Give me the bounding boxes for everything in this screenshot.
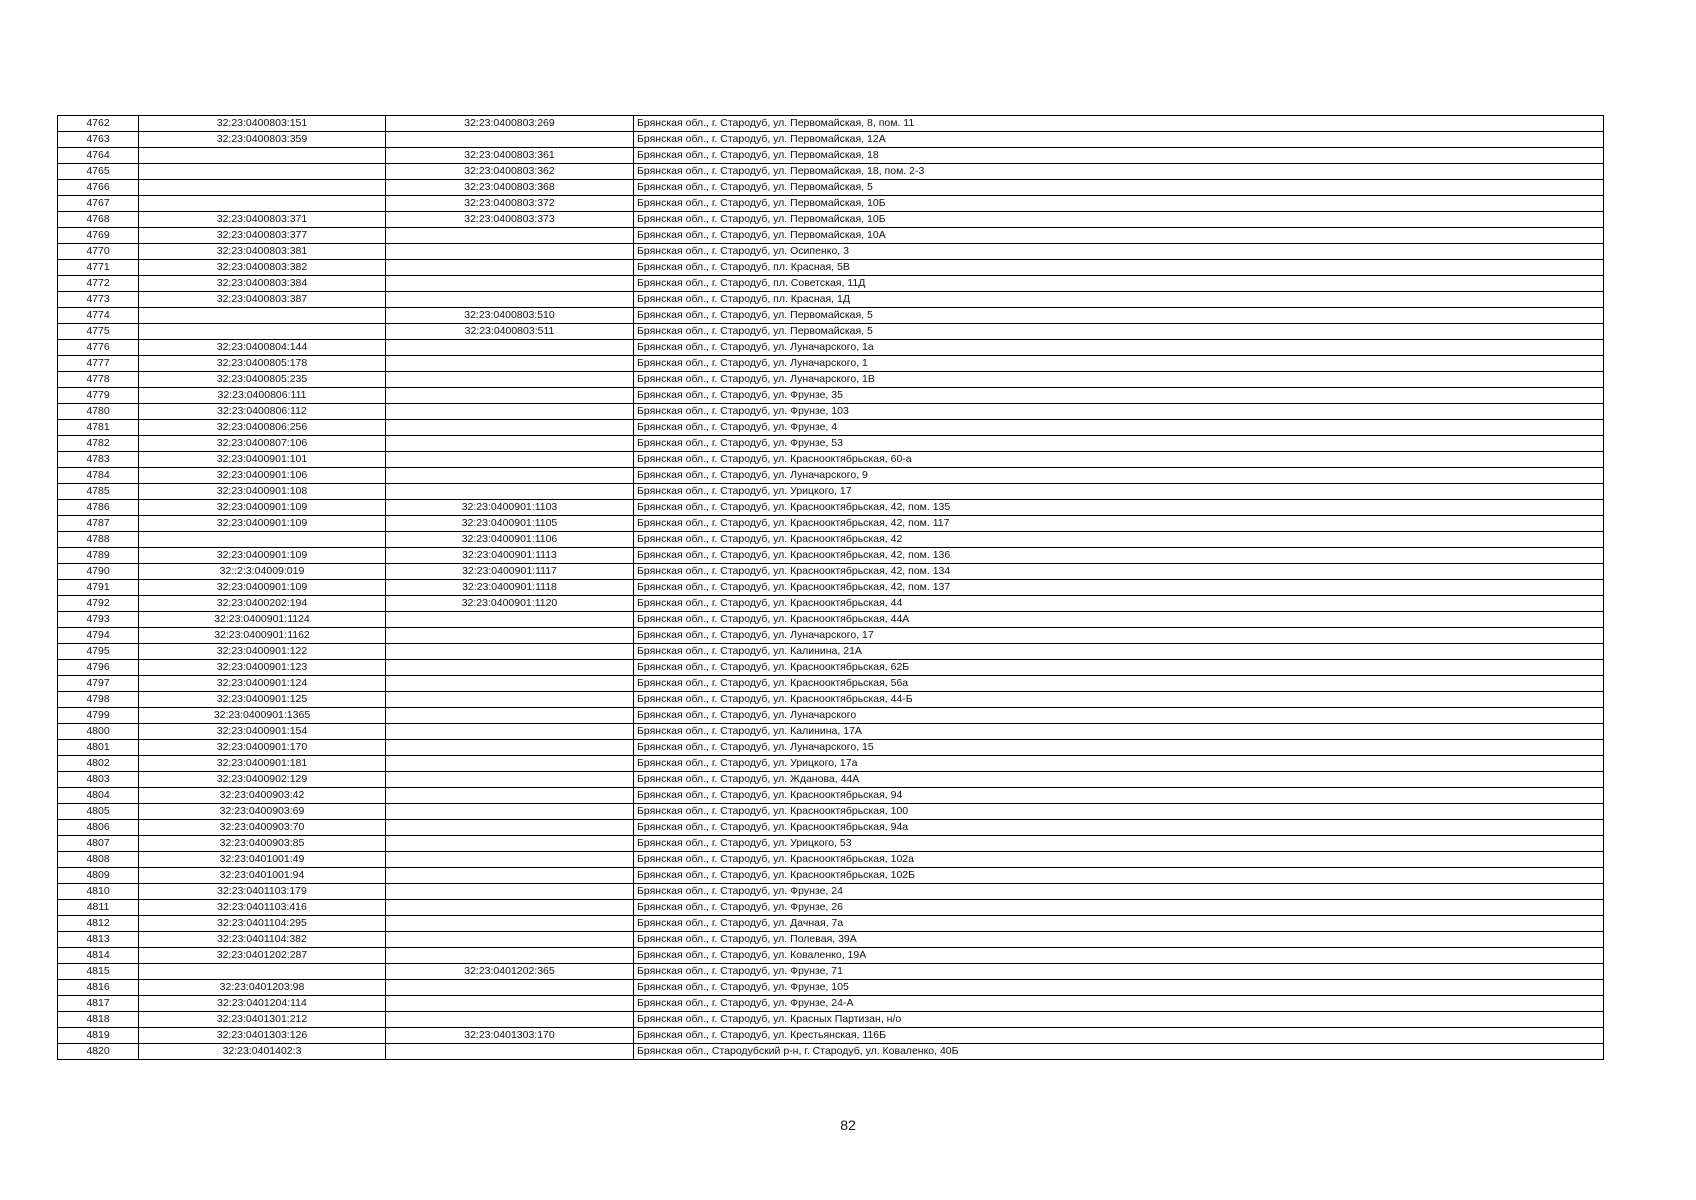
table-row <box>58 596 1604 612</box>
table-row <box>58 372 1604 388</box>
address-cell: Брянская обл., г. Стародуб, ул. Краснооктябрьская, 42, пом. 137 <box>634 580 1604 596</box>
table-row <box>58 772 1604 788</box>
cadastral-number-cell: 32:23:0400903:42 <box>139 788 386 804</box>
table-row <box>58 708 1604 724</box>
sub-cadastral-number-cell: 32:23:0400803:511 <box>386 324 634 340</box>
address-cell: Брянская обл., г. Стародуб, ул. Урицкого, 17 <box>634 484 1604 500</box>
row-number-cell: 4776 <box>58 340 139 356</box>
cadastral-number-cell: 32:23:0400803:382 <box>139 260 386 276</box>
table-row <box>58 420 1604 436</box>
row-number-cell: 4772 <box>58 276 139 292</box>
row-number-cell: 4779 <box>58 388 139 404</box>
sub-cadastral-number-cell: 32:23:0400901:1106 <box>386 532 634 548</box>
table-row <box>58 164 1604 180</box>
table-row <box>58 324 1604 340</box>
sub-cadastral-number-cell <box>386 788 634 804</box>
sub-cadastral-number-cell: 32:23:0400901:1120 <box>386 596 634 612</box>
sub-cadastral-number-cell <box>386 404 634 420</box>
table-row <box>58 228 1604 244</box>
sub-cadastral-number-cell <box>386 276 634 292</box>
row-number-cell: 4763 <box>58 132 139 148</box>
sub-cadastral-number-cell <box>386 372 634 388</box>
address-cell: Брянская обл., г. Стародуб, ул. Краснооктябрьская, 44-Б <box>634 692 1604 708</box>
sub-cadastral-number-cell: 32:23:0400901:1118 <box>386 580 634 596</box>
sub-cadastral-number-cell <box>386 612 634 628</box>
cadastral-number-cell: 32:23:0401301:212 <box>139 1012 386 1028</box>
row-number-cell: 4781 <box>58 420 139 436</box>
row-number-cell: 4773 <box>58 292 139 308</box>
table-row <box>58 356 1604 372</box>
address-cell: Брянская обл., г. Стародуб, ул. Первомайская, 10Б <box>634 212 1604 228</box>
sub-cadastral-number-cell: 32:23:0400803:362 <box>386 164 634 180</box>
row-number-cell: 4777 <box>58 356 139 372</box>
address-cell: Брянская обл., г. Стародуб, ул. Краснооктябрьская, 102а <box>634 852 1604 868</box>
sub-cadastral-number-cell <box>386 932 634 948</box>
table-row <box>58 1012 1604 1028</box>
table-row <box>58 932 1604 948</box>
sub-cadastral-number-cell <box>386 484 634 500</box>
table-row <box>58 884 1604 900</box>
row-number-cell: 4818 <box>58 1012 139 1028</box>
table-row <box>58 180 1604 196</box>
address-cell: Брянская обл., г. Стародуб, ул. Луначарского, 1а <box>634 340 1604 356</box>
cadastral-number-cell: 32:23:0400903:85 <box>139 836 386 852</box>
sub-cadastral-number-cell <box>386 772 634 788</box>
row-number-cell: 4792 <box>58 596 139 612</box>
cadastral-number-cell: 32:23:0401104:382 <box>139 932 386 948</box>
table-row <box>58 276 1604 292</box>
row-number-cell: 4775 <box>58 324 139 340</box>
cadastral-number-cell: 32:23:0400901:181 <box>139 756 386 772</box>
address-cell: Брянская обл., г. Стародуб, ул. Краснооктябрьская, 60-а <box>634 452 1604 468</box>
sub-cadastral-number-cell: 32:23:0400803:361 <box>386 148 634 164</box>
row-number-cell: 4771 <box>58 260 139 276</box>
cadastral-number-cell: 32:23:0400901:109 <box>139 500 386 516</box>
row-number-cell: 4785 <box>58 484 139 500</box>
address-cell: Брянская обл., г. Стародуб, ул. Калинина, 21А <box>634 644 1604 660</box>
sub-cadastral-number-cell: 32:23:0400803:368 <box>386 180 634 196</box>
cadastral-number-cell: 32:23:0400901:124 <box>139 676 386 692</box>
table-row <box>58 676 1604 692</box>
registry-table-container <box>57 115 1603 1060</box>
sub-cadastral-number-cell: 32:23:0400901:1113 <box>386 548 634 564</box>
sub-cadastral-number-cell <box>386 628 634 644</box>
sub-cadastral-number-cell <box>386 356 634 372</box>
address-cell: Брянская обл., г. Стародуб, ул. Луначарского, 9 <box>634 468 1604 484</box>
address-cell: Брянская обл., г. Стародуб, ул. Краснооктябрьская, 44 <box>634 596 1604 612</box>
table-row <box>58 148 1604 164</box>
address-cell: Брянская обл., г. Стародуб, ул. Полевая, 39А <box>634 932 1604 948</box>
cadastral-number-cell: 32:23:0400803:381 <box>139 244 386 260</box>
row-number-cell: 4765 <box>58 164 139 180</box>
row-number-cell: 4809 <box>58 868 139 884</box>
cadastral-number-cell: 32:23:0400805:235 <box>139 372 386 388</box>
row-number-cell: 4786 <box>58 500 139 516</box>
row-number-cell: 4812 <box>58 916 139 932</box>
sub-cadastral-number-cell <box>386 676 634 692</box>
cadastral-number-cell: 32:23:0400903:70 <box>139 820 386 836</box>
table-row <box>58 1028 1604 1044</box>
address-cell: Брянская обл., г. Стародуб, ул. Краснооктябрьская, 42, пом. 135 <box>634 500 1604 516</box>
row-number-cell: 4797 <box>58 676 139 692</box>
address-cell: Брянская обл., г. Стародуб, ул. Краснооктябрьская, 102Б <box>634 868 1604 884</box>
table-row <box>58 612 1604 628</box>
row-number-cell: 4768 <box>58 212 139 228</box>
table-row <box>58 116 1604 132</box>
row-number-cell: 4780 <box>58 404 139 420</box>
address-cell: Брянская обл., г. Стародуб, ул. Крестьянская, 116Б <box>634 1028 1604 1044</box>
address-cell: Брянская обл., г. Стародуб, ул. Жданова, 44А <box>634 772 1604 788</box>
cadastral-number-cell <box>139 148 386 164</box>
address-cell: Брянская обл., г. Стародуб, ул. Луначарского, 1В <box>634 372 1604 388</box>
sub-cadastral-number-cell <box>386 756 634 772</box>
table-row <box>58 820 1604 836</box>
sub-cadastral-number-cell <box>386 340 634 356</box>
row-number-cell: 4764 <box>58 148 139 164</box>
row-number-cell: 4806 <box>58 820 139 836</box>
cadastral-number-cell: 32:23:0401001:94 <box>139 868 386 884</box>
row-number-cell: 4783 <box>58 452 139 468</box>
table-row <box>58 260 1604 276</box>
registry-table-body <box>58 116 1604 1060</box>
cadastral-number-cell: 32:23:0400202:194 <box>139 596 386 612</box>
row-number-cell: 4796 <box>58 660 139 676</box>
cadastral-number-cell: 32:23:0400901:109 <box>139 516 386 532</box>
sub-cadastral-number-cell: 32:23:0400803:373 <box>386 212 634 228</box>
table-row <box>58 212 1604 228</box>
address-cell: Брянская обл., г. Стародуб, ул. Фрунзе, 105 <box>634 980 1604 996</box>
address-cell: Брянская обл., г. Стародуб, ул. Краснооктябрьская, 44А <box>634 612 1604 628</box>
table-row <box>58 340 1604 356</box>
table-row <box>58 916 1604 932</box>
row-number-cell: 4782 <box>58 436 139 452</box>
table-row <box>58 756 1604 772</box>
table-row <box>58 644 1604 660</box>
row-number-cell: 4801 <box>58 740 139 756</box>
address-cell: Брянская обл., г. Стародуб, ул. Калинина, 17А <box>634 724 1604 740</box>
address-cell: Брянская обл., г. Стародуб, ул. Краснооктябрьская, 42 <box>634 532 1604 548</box>
cadastral-number-cell: 32:23:0401103:416 <box>139 900 386 916</box>
cadastral-number-cell: 32:23:0400901:122 <box>139 644 386 660</box>
address-cell: Брянская обл., г. Стародуб, ул. Фрунзе, 71 <box>634 964 1604 980</box>
row-number-cell: 4804 <box>58 788 139 804</box>
cadastral-number-cell: 32:23:0400901:106 <box>139 468 386 484</box>
sub-cadastral-number-cell <box>386 452 634 468</box>
cadastral-number-cell: 32:23:0401001:49 <box>139 852 386 868</box>
table-row <box>58 244 1604 260</box>
sub-cadastral-number-cell: 32:23:0401303:170 <box>386 1028 634 1044</box>
row-number-cell: 4810 <box>58 884 139 900</box>
cadastral-number-cell: 32:23:0400901:101 <box>139 452 386 468</box>
sub-cadastral-number-cell <box>386 1012 634 1028</box>
table-row <box>58 836 1604 852</box>
table-row <box>58 388 1604 404</box>
cadastral-number-cell: 32:23:0401204:114 <box>139 996 386 1012</box>
table-row <box>58 132 1604 148</box>
row-number-cell: 4808 <box>58 852 139 868</box>
row-number-cell: 4802 <box>58 756 139 772</box>
cadastral-number-cell: 32:23:0400806:111 <box>139 388 386 404</box>
row-number-cell: 4798 <box>58 692 139 708</box>
cadastral-number-cell: 32:23:0400901:1365 <box>139 708 386 724</box>
row-number-cell: 4791 <box>58 580 139 596</box>
cadastral-number-cell: 32:23:0400803:151 <box>139 116 386 132</box>
address-cell: Брянская обл., Стародубский р-н, г. Стародуб, ул. Коваленко, 40Б <box>634 1044 1604 1060</box>
cadastral-number-cell: 32:23:0400901:109 <box>139 580 386 596</box>
page-number: 82 <box>840 1117 856 1133</box>
address-cell: Брянская обл., г. Стародуб, пл. Советская, 11Д <box>634 276 1604 292</box>
sub-cadastral-number-cell <box>386 820 634 836</box>
table-row <box>58 804 1604 820</box>
cadastral-number-cell: 32:23:0400804:144 <box>139 340 386 356</box>
row-number-cell: 4795 <box>58 644 139 660</box>
row-number-cell: 4813 <box>58 932 139 948</box>
table-row <box>58 628 1604 644</box>
table-row <box>58 404 1604 420</box>
cadastral-number-cell: 32:23:0400901:1162 <box>139 628 386 644</box>
row-number-cell: 4814 <box>58 948 139 964</box>
sub-cadastral-number-cell <box>386 244 634 260</box>
table-row <box>58 436 1604 452</box>
table-row <box>58 900 1604 916</box>
address-cell: Брянская обл., г. Стародуб, ул. Краснооктябрьская, 62Б <box>634 660 1604 676</box>
sub-cadastral-number-cell <box>386 852 634 868</box>
sub-cadastral-number-cell <box>386 692 634 708</box>
address-cell: Брянская обл., г. Стародуб, ул. Луначарского <box>634 708 1604 724</box>
cadastral-number-cell: 32:23:0400803:359 <box>139 132 386 148</box>
row-number-cell: 4819 <box>58 1028 139 1044</box>
table-row <box>58 308 1604 324</box>
sub-cadastral-number-cell <box>386 740 634 756</box>
address-cell: Брянская обл., г. Стародуб, ул. Фрунзе, 26 <box>634 900 1604 916</box>
row-number-cell: 4815 <box>58 964 139 980</box>
sub-cadastral-number-cell <box>386 420 634 436</box>
cadastral-number-cell: 32:23:0400901:109 <box>139 548 386 564</box>
row-number-cell: 4762 <box>58 116 139 132</box>
address-cell: Брянская обл., г. Стародуб, ул. Первомайская, 5 <box>634 180 1604 196</box>
address-cell: Брянская обл., г. Стародуб, ул. Урицкого, 53 <box>634 836 1604 852</box>
table-row <box>58 852 1604 868</box>
cadastral-number-cell: 32:23:0400806:112 <box>139 404 386 420</box>
row-number-cell: 4800 <box>58 724 139 740</box>
sub-cadastral-number-cell <box>386 388 634 404</box>
row-number-cell: 4794 <box>58 628 139 644</box>
row-number-cell: 4811 <box>58 900 139 916</box>
table-row <box>58 196 1604 212</box>
address-cell: Брянская обл., г. Стародуб, ул. Краснооктябрьская, 42, пом. 117 <box>634 516 1604 532</box>
address-cell: Брянская обл., г. Стародуб, ул. Луначарского, 15 <box>634 740 1604 756</box>
sub-cadastral-number-cell <box>386 468 634 484</box>
cadastral-number-cell: 32:23:0400803:371 <box>139 212 386 228</box>
row-number-cell: 4820 <box>58 1044 139 1060</box>
sub-cadastral-number-cell <box>386 980 634 996</box>
address-cell: Брянская обл., г. Стародуб, пл. Красная, 1Д <box>634 292 1604 308</box>
sub-cadastral-number-cell <box>386 660 634 676</box>
cadastral-number-cell: 32:23:0400901:1124 <box>139 612 386 628</box>
cadastral-number-cell <box>139 964 386 980</box>
sub-cadastral-number-cell <box>386 132 634 148</box>
address-cell: Брянская обл., г. Стародуб, ул. Красных Партизан, н/о <box>634 1012 1604 1028</box>
table-row <box>58 868 1604 884</box>
sub-cadastral-number-cell <box>386 708 634 724</box>
table-row <box>58 1044 1604 1060</box>
address-cell: Брянская обл., г. Стародуб, ул. Краснооктябрьская, 100 <box>634 804 1604 820</box>
row-number-cell: 4788 <box>58 532 139 548</box>
row-number-cell: 4784 <box>58 468 139 484</box>
row-number-cell: 4807 <box>58 836 139 852</box>
row-number-cell: 4787 <box>58 516 139 532</box>
cadastral-number-cell <box>139 164 386 180</box>
table-row <box>58 788 1604 804</box>
cadastral-number-cell: 32:23:0400902:129 <box>139 772 386 788</box>
row-number-cell: 4778 <box>58 372 139 388</box>
row-number-cell: 4774 <box>58 308 139 324</box>
cadastral-number-cell: 32:23:0401203:98 <box>139 980 386 996</box>
cadastral-number-cell: 32:23:0400901:154 <box>139 724 386 740</box>
sub-cadastral-number-cell <box>386 260 634 276</box>
row-number-cell: 4816 <box>58 980 139 996</box>
row-number-cell: 4799 <box>58 708 139 724</box>
address-cell: Брянская обл., г. Стародуб, ул. Краснооктябрьская, 42, пом. 134 <box>634 564 1604 580</box>
table-row <box>58 500 1604 516</box>
sub-cadastral-number-cell <box>386 836 634 852</box>
table-row <box>58 996 1604 1012</box>
cadastral-number-cell: 32:23:0401303:126 <box>139 1028 386 1044</box>
cadastral-number-cell: 32:23:0400901:108 <box>139 484 386 500</box>
address-cell: Брянская обл., г. Стародуб, ул. Первомайская, 18, пом. 2-3 <box>634 164 1604 180</box>
cadastral-number-cell: 32:23:0401202:287 <box>139 948 386 964</box>
cadastral-number-cell: 32:23:0400901:170 <box>139 740 386 756</box>
cadastral-number-cell: 32:23:0400805:178 <box>139 356 386 372</box>
cadastral-number-cell <box>139 180 386 196</box>
row-number-cell: 4805 <box>58 804 139 820</box>
address-cell: Брянская обл., г. Стародуб, ул. Луначарского, 1 <box>634 356 1604 372</box>
table-row <box>58 292 1604 308</box>
row-number-cell: 4803 <box>58 772 139 788</box>
address-cell: Брянская обл., г. Стародуб, ул. Первомайская, 8, пом. 11 <box>634 116 1604 132</box>
table-row <box>58 964 1604 980</box>
address-cell: Брянская обл., г. Стародуб, ул. Первомайская, 5 <box>634 308 1604 324</box>
cadastral-number-cell: 32:23:0400803:387 <box>139 292 386 308</box>
address-cell: Брянская обл., г. Стародуб, ул. Луначарского, 17 <box>634 628 1604 644</box>
address-cell: Брянская обл., г. Стародуб, ул. Краснооктябрьская, 42, пом. 136 <box>634 548 1604 564</box>
sub-cadastral-number-cell: 32:23:0400901:1105 <box>386 516 634 532</box>
cadastral-number-cell <box>139 196 386 212</box>
cadastral-number-cell: 32:23:0400803:384 <box>139 276 386 292</box>
row-number-cell: 4817 <box>58 996 139 1012</box>
sub-cadastral-number-cell <box>386 1044 634 1060</box>
table-row <box>58 692 1604 708</box>
sub-cadastral-number-cell: 32:23:0400901:1103 <box>386 500 634 516</box>
address-cell: Брянская обл., г. Стародуб, ул. Дачная, 7а <box>634 916 1604 932</box>
address-cell: Брянская обл., г. Стародуб, ул. Фрунзе, 4 <box>634 420 1604 436</box>
sub-cadastral-number-cell <box>386 724 634 740</box>
table-row <box>58 484 1604 500</box>
sub-cadastral-number-cell <box>386 900 634 916</box>
sub-cadastral-number-cell: 32:23:0400803:510 <box>386 308 634 324</box>
table-row <box>58 564 1604 580</box>
address-cell: Брянская обл., г. Стародуб, ул. Первомайская, 10А <box>634 228 1604 244</box>
sub-cadastral-number-cell <box>386 644 634 660</box>
address-cell: Брянская обл., г. Стародуб, ул. Краснооктябрьская, 94 <box>634 788 1604 804</box>
sub-cadastral-number-cell: 32:23:0400901:1117 <box>386 564 634 580</box>
sub-cadastral-number-cell <box>386 996 634 1012</box>
table-row <box>58 516 1604 532</box>
row-number-cell: 4770 <box>58 244 139 260</box>
sub-cadastral-number-cell <box>386 804 634 820</box>
sub-cadastral-number-cell <box>386 868 634 884</box>
row-number-cell: 4769 <box>58 228 139 244</box>
sub-cadastral-number-cell: 32:23:0401202:365 <box>386 964 634 980</box>
sub-cadastral-number-cell <box>386 436 634 452</box>
address-cell: Брянская обл., г. Стародуб, ул. Фрунзе, 53 <box>634 436 1604 452</box>
address-cell: Брянская обл., г. Стародуб, ул. Первомайская, 10Б <box>634 196 1604 212</box>
row-number-cell: 4789 <box>58 548 139 564</box>
address-cell: Брянская обл., г. Стародуб, ул. Краснооктябрьская, 94а <box>634 820 1604 836</box>
cadastral-number-cell: 32:23:0400807:106 <box>139 436 386 452</box>
sub-cadastral-number-cell <box>386 884 634 900</box>
address-cell: Брянская обл., г. Стародуб, ул. Фрунзе, 103 <box>634 404 1604 420</box>
registry-table <box>57 115 1604 1060</box>
table-row <box>58 660 1604 676</box>
cadastral-number-cell <box>139 324 386 340</box>
address-cell: Брянская обл., г. Стародуб, ул. Краснооктябрьская, 56а <box>634 676 1604 692</box>
address-cell: Брянская обл., г. Стародуб, ул. Осипенко, 3 <box>634 244 1604 260</box>
sub-cadastral-number-cell <box>386 948 634 964</box>
cadastral-number-cell: 32::2:3:04009:019 <box>139 564 386 580</box>
cadastral-number-cell: 32:23:0400803:377 <box>139 228 386 244</box>
cadastral-number-cell <box>139 308 386 324</box>
table-row <box>58 948 1604 964</box>
table-row <box>58 580 1604 596</box>
table-row <box>58 452 1604 468</box>
sub-cadastral-number-cell: 32:23:0400803:269 <box>386 116 634 132</box>
sub-cadastral-number-cell: 32:23:0400803:372 <box>386 196 634 212</box>
row-number-cell: 4767 <box>58 196 139 212</box>
row-number-cell: 4793 <box>58 612 139 628</box>
address-cell: Брянская обл., г. Стародуб, ул. Фрунзе, 35 <box>634 388 1604 404</box>
cadastral-number-cell: 32:23:0400806:256 <box>139 420 386 436</box>
cadastral-number-cell: 32:23:0401402:3 <box>139 1044 386 1060</box>
cadastral-number-cell: 32:23:0400901:125 <box>139 692 386 708</box>
address-cell: Брянская обл., г. Стародуб, ул. Урицкого, 17а <box>634 756 1604 772</box>
table-row <box>58 532 1604 548</box>
row-number-cell: 4766 <box>58 180 139 196</box>
cadastral-number-cell <box>139 532 386 548</box>
table-row <box>58 468 1604 484</box>
address-cell: Брянская обл., г. Стародуб, ул. Фрунзе, 24-А <box>634 996 1604 1012</box>
sub-cadastral-number-cell <box>386 292 634 308</box>
sub-cadastral-number-cell <box>386 916 634 932</box>
table-row <box>58 740 1604 756</box>
sub-cadastral-number-cell <box>386 228 634 244</box>
cadastral-number-cell: 32:23:0401104:295 <box>139 916 386 932</box>
address-cell: Брянская обл., г. Стародуб, пл. Красная, 5В <box>634 260 1604 276</box>
cadastral-number-cell: 32:23:0400901:123 <box>139 660 386 676</box>
table-row <box>58 724 1604 740</box>
address-cell: Брянская обл., г. Стародуб, ул. Первомайская, 5 <box>634 324 1604 340</box>
address-cell: Брянская обл., г. Стародуб, ул. Коваленко, 19А <box>634 948 1604 964</box>
cadastral-number-cell: 32:23:0401103:179 <box>139 884 386 900</box>
table-row <box>58 548 1604 564</box>
address-cell: Брянская обл., г. Стародуб, ул. Первомайская, 12А <box>634 132 1604 148</box>
address-cell: Брянская обл., г. Стародуб, ул. Первомайская, 18 <box>634 148 1604 164</box>
cadastral-number-cell: 32:23:0400903:69 <box>139 804 386 820</box>
address-cell: Брянская обл., г. Стародуб, ул. Фрунзе, 24 <box>634 884 1604 900</box>
table-row <box>58 980 1604 996</box>
row-number-cell: 4790 <box>58 564 139 580</box>
